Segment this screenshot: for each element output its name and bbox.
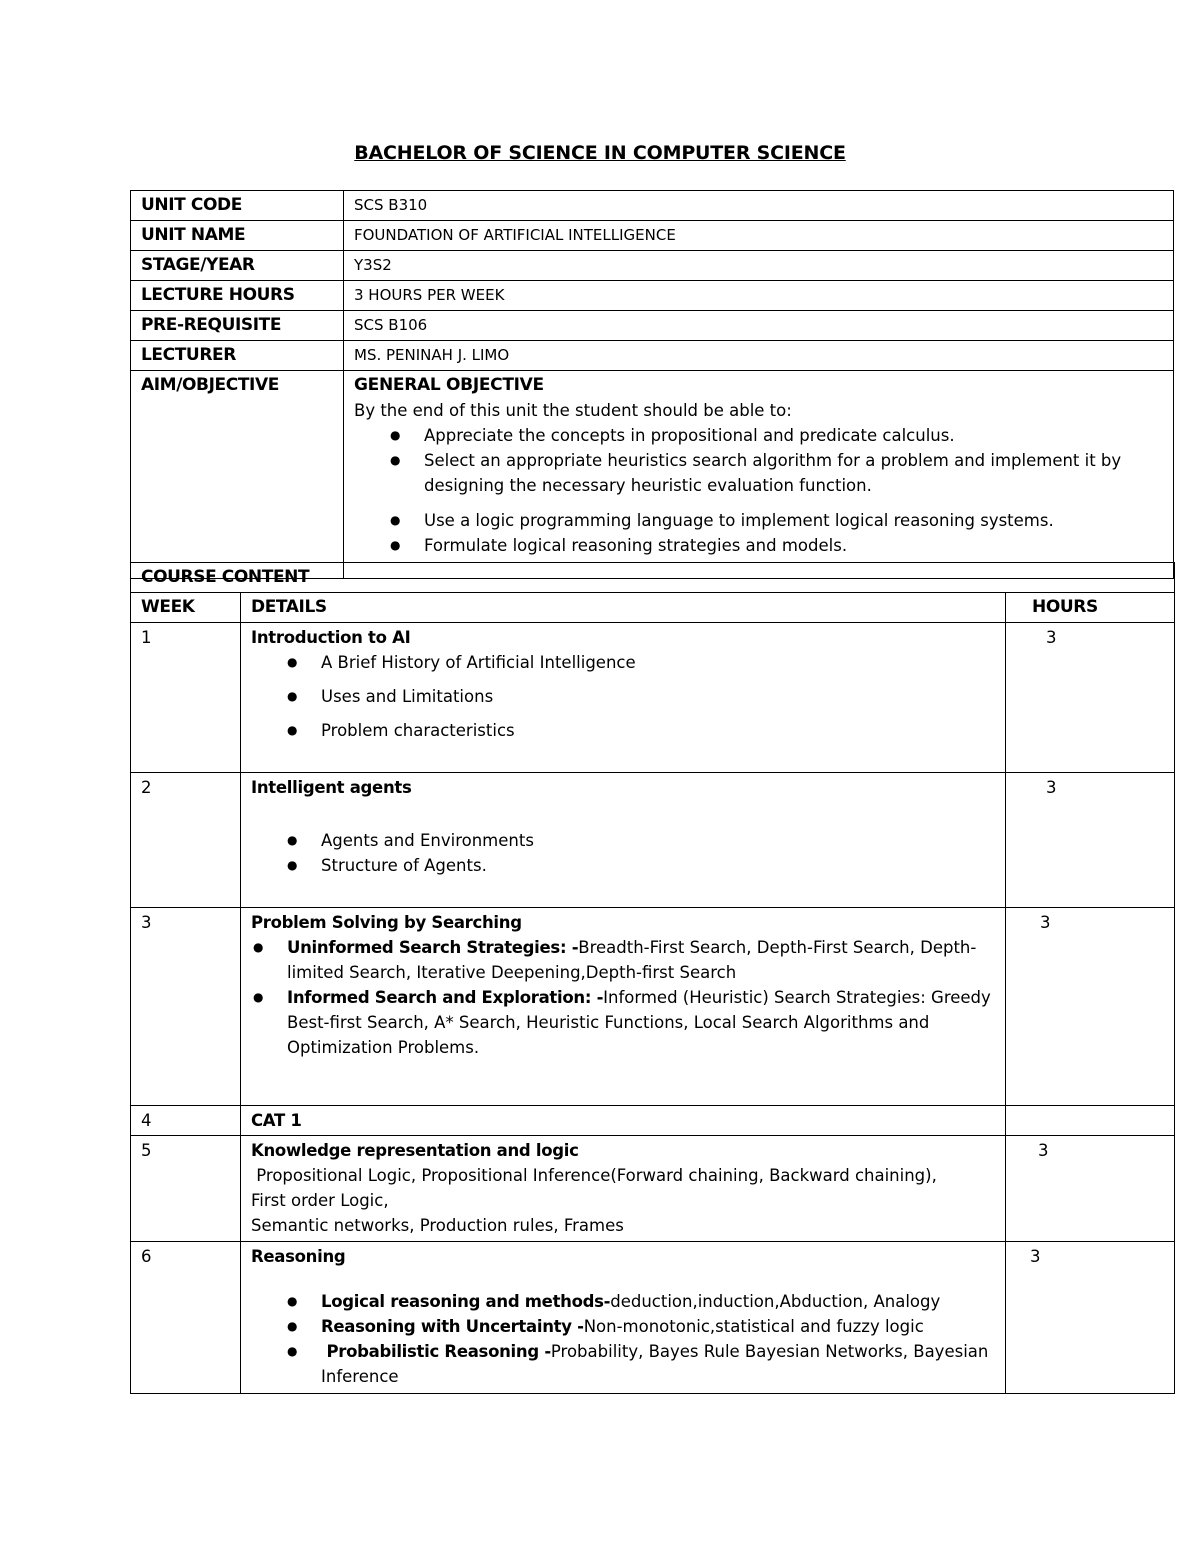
week-number: 3 — [131, 908, 241, 1106]
topic-line: First order Logic, — [251, 1191, 389, 1210]
week-title: Introduction to AI — [251, 628, 411, 647]
col-week-header: WEEK — [131, 593, 241, 623]
info-value: SCS B106 — [344, 311, 1174, 341]
week-hours — [1006, 1106, 1175, 1136]
document-title: BACHELOR OF SCIENCE IN COMPUTER SCIENCE — [354, 142, 846, 164]
week-number: 2 — [131, 773, 241, 908]
objective-item: ● Formulate logical reasoning strategies and models. — [424, 533, 1163, 558]
objective-list — [354, 423, 1163, 558]
topic-item — [287, 985, 995, 1060]
topic-item — [321, 1339, 995, 1389]
topic-item: ● Structure of Agents. — [321, 853, 995, 878]
week-title: CAT 1 — [241, 1106, 1006, 1136]
week-number: 5 — [131, 1136, 241, 1242]
info-row — [131, 221, 1174, 251]
week-details — [241, 1242, 1006, 1394]
topic-text: Informed (Heuristic) Search Strategies: Greedy Best-first Search, A* Search, Heuristic Functions, Local Search Algorithms and Optimization Problems. — [287, 988, 991, 1057]
week-title: Reasoning — [251, 1247, 346, 1266]
objective-label: AIM/OBJECTIVE — [131, 371, 344, 579]
week-number: 6 — [131, 1242, 241, 1394]
objective-item: ● Use a logic programming language to implement logical reasoning systems. — [424, 508, 1163, 533]
week-row — [131, 1242, 1175, 1394]
info-row — [131, 191, 1174, 221]
info-label: LECTURER — [131, 341, 344, 371]
week-row — [131, 773, 1175, 908]
topic-text: Probability, Bayes Rule Bayesian Networks, Bayesian Inference — [321, 1342, 989, 1386]
week-topics — [251, 935, 995, 1060]
objective-heading: GENERAL OBJECTIVE — [354, 375, 544, 395]
info-value: MS. PENINAH J. LIMO — [344, 341, 1174, 371]
week-row — [131, 1106, 1175, 1136]
topic-item — [321, 1314, 995, 1339]
topic-bold: Reasoning with Uncertainty - — [321, 1317, 584, 1336]
info-value: SCS B310 — [344, 191, 1174, 221]
info-label: LECTURE HOURS — [131, 281, 344, 311]
course-content-table — [130, 562, 1175, 1394]
objective-item: ● Select an appropriate heuristics search algorithm for a problem and implement it by designing the necessary heuristic evaluation function. — [424, 448, 1163, 498]
week-details — [241, 1136, 1006, 1242]
week-details — [241, 908, 1006, 1106]
info-row — [131, 341, 1174, 371]
course-heading-row — [131, 563, 1175, 593]
topic-bold: Informed Search and Exploration: - — [287, 988, 604, 1007]
info-value: Y3S2 — [344, 251, 1174, 281]
topic-text: deduction,induction,Abduction, Analogy — [610, 1292, 941, 1311]
week-hours: 3 — [1006, 908, 1175, 1106]
topic-item: ● Agents and Environments — [321, 828, 995, 853]
objective-cell — [344, 371, 1174, 579]
course-content-heading: COURSE CONTENT — [131, 563, 1175, 593]
week-number: 4 — [131, 1106, 241, 1136]
course-header-row — [131, 593, 1175, 623]
topic-text: Breadth-First Search, Depth-First Search, Depth-limited Search, Iterative Deepening,Depth-first Search — [287, 938, 977, 982]
topic-item — [321, 1289, 995, 1314]
col-details-header: DETAILS — [241, 593, 1006, 623]
week-details — [241, 773, 1006, 908]
topic-item: ● Uses and Limitations — [321, 684, 995, 709]
info-label: UNIT CODE — [131, 191, 344, 221]
topic-line: Semantic networks, Production rules, Frames — [251, 1216, 624, 1235]
topic-text: Non-monotonic,statistical and fuzzy logic — [583, 1317, 924, 1336]
info-value: 3 HOURS PER WEEK — [344, 281, 1174, 311]
info-row — [131, 251, 1174, 281]
info-value: FOUNDATION OF ARTIFICIAL INTELLIGENCE — [344, 221, 1174, 251]
topic-bold: Probabilistic Reasoning - — [321, 1342, 551, 1361]
week-hours: 3 — [1006, 623, 1175, 773]
week-topics — [251, 650, 995, 743]
topic-bold: Logical reasoning and methods- — [321, 1292, 611, 1311]
col-hours-header: HOURS — [1006, 593, 1175, 623]
week-topics — [251, 1289, 995, 1389]
objective-item: ● Appreciate the concepts in propositional and predicate calculus. — [424, 423, 1163, 448]
objective-row — [131, 371, 1174, 579]
info-label: PRE-REQUISITE — [131, 311, 344, 341]
topic-bold: Uninformed Search Strategies: - — [287, 938, 579, 957]
week-title: Intelligent agents — [251, 778, 412, 797]
week-title: Problem Solving by Searching — [251, 913, 522, 932]
week-topics — [251, 828, 995, 878]
week-row — [131, 1136, 1175, 1242]
topic-item — [287, 935, 995, 985]
week-hours: 3 — [1006, 1136, 1175, 1242]
week-row — [131, 623, 1175, 773]
info-row — [131, 311, 1174, 341]
objective-intro: By the end of this unit the student should be able to: — [354, 401, 792, 420]
topic-line: Propositional Logic, Propositional Inference(Forward chaining, Backward chaining), — [251, 1166, 937, 1185]
info-row — [131, 281, 1174, 311]
week-hours: 3 — [1006, 1242, 1175, 1394]
week-details — [241, 623, 1006, 773]
week-number: 1 — [131, 623, 241, 773]
week-title: Knowledge representation and logic — [251, 1141, 579, 1160]
unit-info-table — [130, 190, 1174, 579]
info-label: STAGE/YEAR — [131, 251, 344, 281]
info-label: UNIT NAME — [131, 221, 344, 251]
week-hours: 3 — [1006, 773, 1175, 908]
topic-item: ● Problem characteristics — [321, 718, 995, 743]
topic-item: ● A Brief History of Artificial Intelligence — [321, 650, 995, 675]
week-row — [131, 908, 1175, 1106]
